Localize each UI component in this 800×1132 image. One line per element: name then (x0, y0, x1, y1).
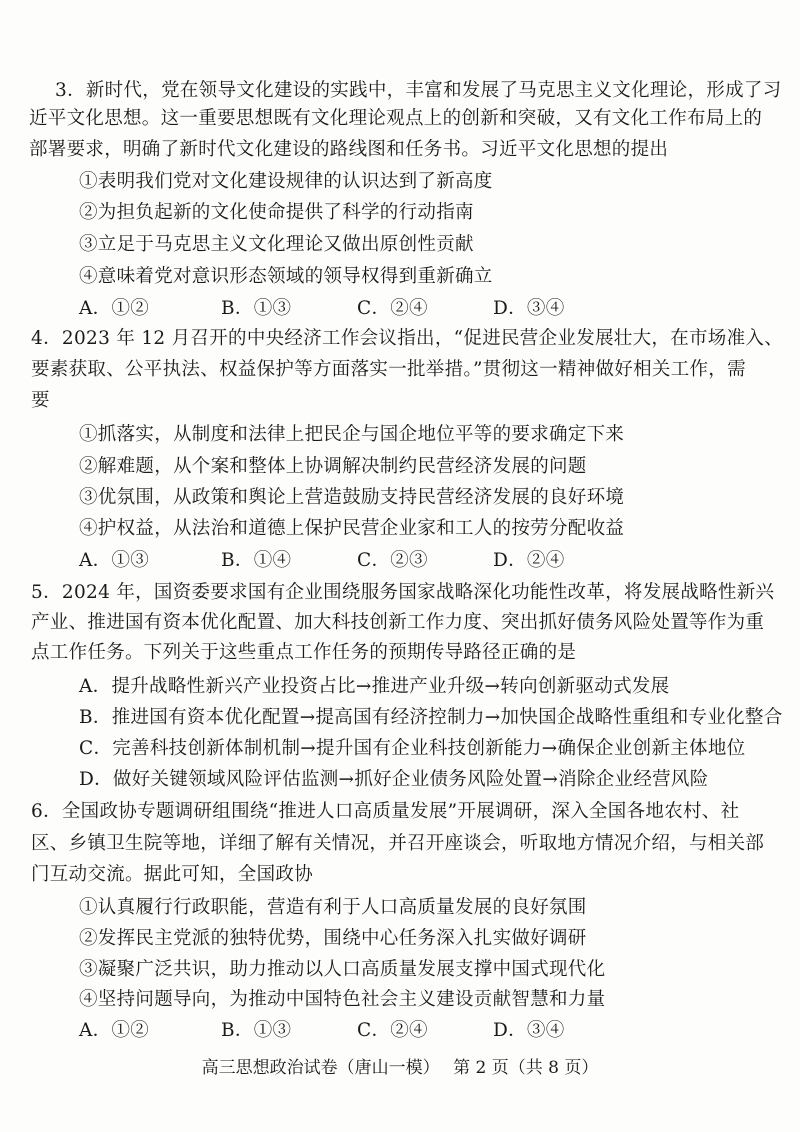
q3-choice-a: A．①② (79, 298, 150, 319)
q6-stem-line-1: 6．全国政协专题调研组围绕“推进人口高质量发展”开展调研，深入全国各地农村、社 (31, 801, 740, 822)
q6-choice-a: A．①② (79, 1020, 150, 1041)
q6-choice-d: D．③④ (493, 1020, 565, 1041)
q3-option-3: ③立足于马克思主义文化理论又做出原创性贡献 (79, 234, 474, 255)
q5-option-b: B．推进国有资本优化配置→提高国有经济控制力→加快国企战略性重组和专业化整合 (79, 707, 783, 728)
q6-option-4: ④坚持问题导向，为推动中国特色社会主义建设贡献智慧和力量 (79, 989, 606, 1010)
q3-choice-b: B．①③ (221, 298, 292, 319)
q3-stem-line-1: 3．新时代，党在领导文化建设的实践中，丰富和发展了马克思主义文化理论，形成了习 (55, 80, 782, 101)
q3-option-2: ②为担负起新的文化使命提供了科学的行动指南 (79, 202, 474, 223)
q4-choice-c: C．②③ (357, 550, 428, 571)
q3-choice-c: C．②④ (357, 298, 428, 319)
q4-option-1: ①抓落实，从制度和法律上把民企与国企地位平等的要求确定下来 (79, 424, 625, 445)
q3-option-4: ④意味着党对意识形态领域的领导权得到重新确立 (79, 266, 493, 287)
q6-option-3: ③凝聚广泛共识，助力推动以人口高质量发展支撑中国式现代化 (79, 959, 606, 980)
q6-stem-line-3: 门互动交流。据此可知，全国政协 (31, 864, 314, 885)
q5-option-c: C．完善科技创新体制机制→提升国有企业科技创新能力→确保企业创新主体地位 (79, 738, 746, 759)
q5-stem-line-2: 产业、推进国有资本优化配置、加大科技创新工作力度、突出抓好债务风险处置等作为重 (31, 612, 765, 633)
q6-option-1: ①认真履行行政职能，营造有利于人口高质量发展的良好氛围 (79, 897, 587, 918)
q6-choice-b: B．①③ (221, 1020, 292, 1041)
q4-choice-d: D．②④ (493, 550, 565, 571)
q4-option-3: ③优氛围，从政策和舆论上营造鼓励支持民营经济发展的良好环境 (79, 487, 625, 508)
q4-choice-b: B．①④ (221, 550, 292, 571)
q4-stem-line-3: 要 (31, 390, 50, 411)
q3-stem-line-3: 部署要求，明确了新时代文化建设的路线图和任务书。习近平文化思想的提出 (29, 139, 669, 160)
footer-page-number: 第 2 页（共 8 页） (453, 1058, 599, 1078)
q4-choice-a: A．①③ (79, 550, 150, 571)
q6-option-2: ②发挥民主党派的独特优势，围绕中心任务深入扎实做好调研 (79, 928, 587, 949)
q3-stem-line-2: 近平文化思想。这一重要思想既有文化理论观点上的创新和突破，又有文化工作布局上的 (29, 108, 763, 129)
q5-stem-line-3: 点工作任务。下列关于这些重点工作任务的预期传导路径正确的是 (31, 642, 577, 663)
q5-stem-line-1: 5．2024 年，国资委要求国有企业围绕服务国家战略深化功能性改革，将发展战略性新兴 (31, 582, 775, 603)
q4-stem-line-2: 要素获取、公平执法、权益保护等方面落实一批举措。”贯彻这一精神做好相关工作，需 (31, 359, 746, 380)
q6-choice-c: C．②④ (357, 1020, 428, 1041)
q5-option-a: A．提升战略性新兴产业投资占比→推进产业升级→转向创新驱动式发展 (79, 676, 670, 697)
q4-option-4: ④护权益，从法治和道德上保护民营企业家和工人的按劳分配收益 (79, 518, 625, 539)
q3-choice-d: D．③④ (493, 298, 565, 319)
q4-stem-line-1: 4．2023 年 12 月召开的中央经济工作会议指出，“促进民营企业发展壮大，在市场准入、 (31, 328, 783, 349)
q4-option-2: ②解难题，从个案和整体上协调解决制约民营经济发展的问题 (79, 456, 587, 477)
footer-exam-title: 高三思想政治试卷（唐山一模） (201, 1058, 440, 1078)
q6-stem-line-2: 区、乡镇卫生院等地，详细了解有关情况，并召开座谈会，听取地方情况介绍，与相关部 (31, 833, 765, 854)
q5-option-d: D．做好关键领域风险评估监测→抓好企业债务风险处置→消除企业经营风险 (79, 769, 709, 790)
page-footer (0, 1057, 800, 1079)
q3-option-1: ①表明我们党对文化建设规律的认识达到了新高度 (79, 171, 493, 192)
